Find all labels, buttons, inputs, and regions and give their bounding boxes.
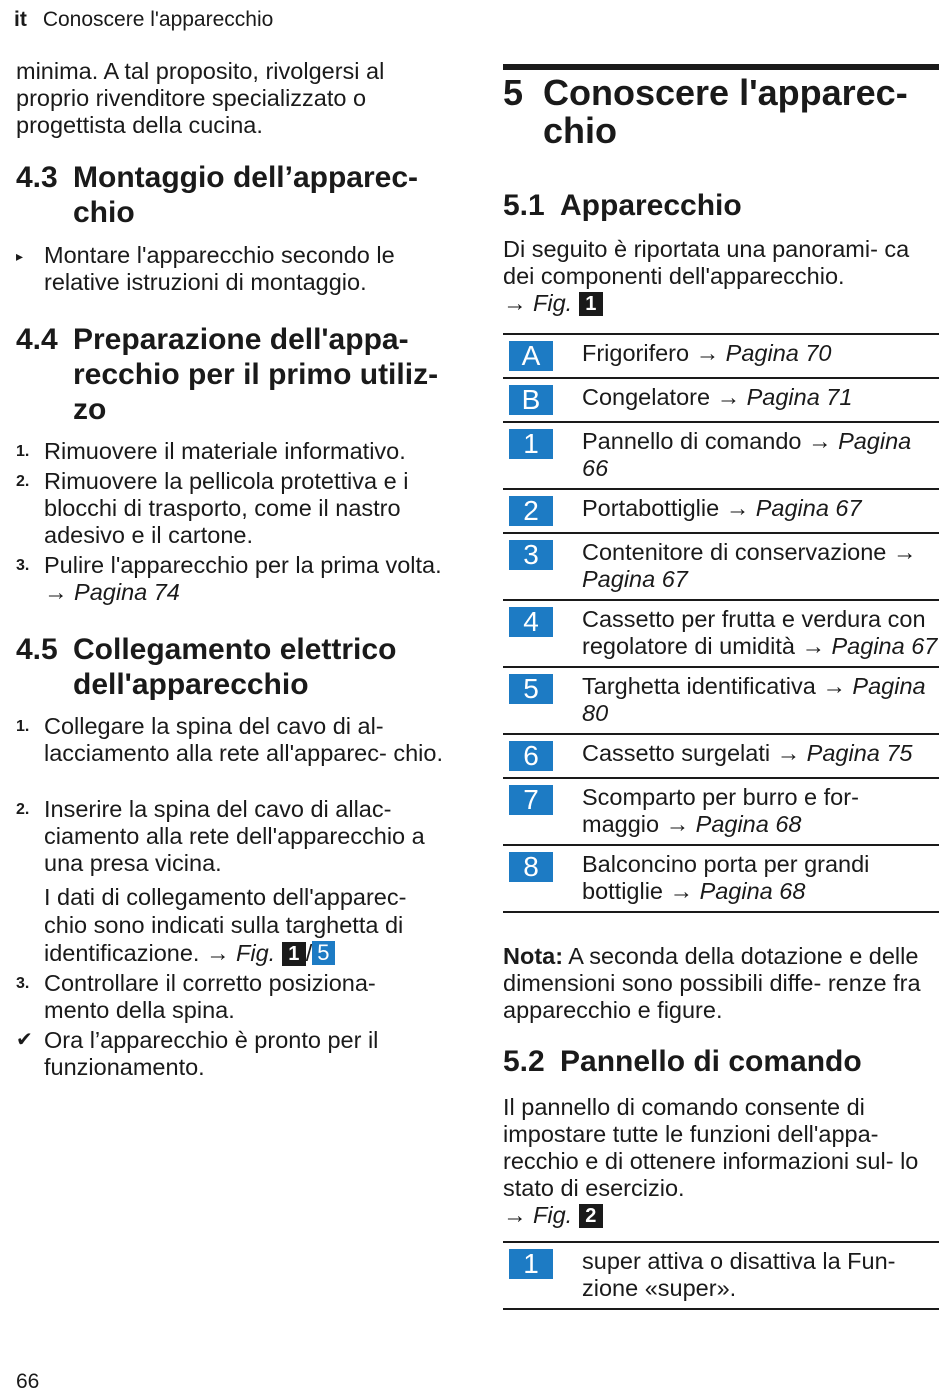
heading-5-1 xyxy=(503,188,939,223)
legend-description xyxy=(582,600,939,667)
legend-description xyxy=(582,378,939,422)
legend-key-badge: B xyxy=(509,385,553,415)
figure-number-badge: 2 xyxy=(579,1204,603,1228)
heading-5-2 xyxy=(503,1044,939,1079)
legend-key-cell xyxy=(503,667,582,734)
heading-4-5 xyxy=(16,632,456,702)
checkmark-icon: ✔ xyxy=(16,1029,33,1051)
legend-description xyxy=(582,667,939,734)
legend-description xyxy=(582,734,939,778)
legend-key-badge: 6 xyxy=(509,741,553,771)
legend-key-badge: 8 xyxy=(509,852,553,882)
arrow-right-icon: → xyxy=(206,940,230,966)
legend-key-cell xyxy=(503,334,582,378)
legend-key-badge: 4 xyxy=(509,607,553,637)
figure-reference: Fig. xyxy=(236,940,276,966)
heading-title-cont: dell'apparecchio xyxy=(73,668,309,701)
legend-row xyxy=(503,334,939,378)
page-reference-link[interactable]: Pagina 70 xyxy=(725,340,832,366)
arrow-right-icon: → xyxy=(669,878,694,904)
legend-key-badge: 7 xyxy=(509,785,553,815)
heading-number: 4.4 xyxy=(16,323,58,356)
heading-title: Montaggio dell’apparec- xyxy=(73,161,419,194)
legend-row xyxy=(503,778,939,845)
heading-4-4 xyxy=(16,322,456,427)
legend-text: Pannello di comando xyxy=(582,428,802,454)
list-item-text: Collegare la spina del cavo di al- lacciamento alla rete all'apparec- chio. xyxy=(44,713,443,766)
heading-number: 4.5 xyxy=(16,633,58,666)
note-label: Nota: xyxy=(503,943,564,969)
info-paragraph xyxy=(16,883,454,967)
arrow-right-icon: → xyxy=(822,673,846,699)
legend-row xyxy=(503,734,939,778)
legend-text: Cassetto per frutta e verdura con regolatore di umidità xyxy=(582,606,926,659)
heading-title-cont: chio xyxy=(73,196,135,229)
result-item xyxy=(16,1027,444,1081)
list-item xyxy=(16,713,444,767)
legend-text: Congelatore xyxy=(582,384,711,410)
legend-row xyxy=(503,845,939,912)
legend-key-cell xyxy=(503,600,582,667)
legend-key-badge: 5 xyxy=(312,941,334,965)
figure-reference: Fig. xyxy=(533,290,573,316)
legend-key-cell xyxy=(503,533,582,600)
chapter-heading-5 xyxy=(503,74,939,150)
step-number: 2. xyxy=(16,473,30,490)
page-reference-link[interactable]: Pagina 80 xyxy=(582,673,926,726)
arrow-right-icon: → xyxy=(695,340,720,366)
result-text: Ora l’apparecchio è pronto per il funzionamento. xyxy=(44,1027,379,1080)
page-reference-link[interactable]: Pagina 66 xyxy=(582,428,912,481)
control-panel-legend-table xyxy=(503,1241,939,1310)
heading-title: Pannello di comando xyxy=(560,1045,862,1078)
legend-description xyxy=(582,845,939,912)
legend-key-cell xyxy=(503,1242,582,1309)
heading-number: 5 xyxy=(503,72,524,113)
list-item-text: Pulire l'apparecchio per la prima volta. xyxy=(44,552,442,578)
heading-number: 4.3 xyxy=(16,161,58,194)
chapter-rule xyxy=(503,64,939,70)
page-reference-link[interactable]: Pagina 67 xyxy=(755,495,862,521)
page-reference-link[interactable]: Pagina 68 xyxy=(699,878,806,904)
legend-row xyxy=(503,378,939,422)
page-reference-link[interactable]: Pagina 75 xyxy=(806,740,913,766)
legend-text: Contenitore di conservazione xyxy=(582,539,887,565)
note-text: A seconda della dotazione e delle dimensioni sono possibili diffe- renze fra apparecchio e figure. xyxy=(503,943,921,1023)
heading-title: Preparazione dell'appa- xyxy=(73,323,409,356)
list-item-text: Controllare il corretto posiziona- mento della spina. xyxy=(44,970,376,1023)
list-item xyxy=(16,970,444,1024)
arrow-right-icon: → xyxy=(44,579,68,605)
bullet-icon: ▸ xyxy=(16,248,24,264)
legend-row xyxy=(503,489,939,533)
heading-title-cont: recchio per il primo utiliz- xyxy=(73,358,439,391)
intro-paragraph xyxy=(503,1094,939,1229)
info-text: I dati di collegamento dell'apparec- chio sono indicati sulla targhetta di identificazione. xyxy=(44,884,407,966)
figure-reference: Fig. xyxy=(533,1202,573,1228)
page-reference-link[interactable]: Pagina 67 xyxy=(582,566,688,592)
list-item-text: Rimuovere la pellicola protettiva e i blocchi di trasporto, come il nastro adesivo e il cartone. xyxy=(44,468,409,548)
step-number: 2. xyxy=(16,801,30,818)
page-reference-link[interactable]: Pagina 67 xyxy=(831,633,938,659)
legend-description xyxy=(582,334,939,378)
legend-description xyxy=(582,1242,939,1309)
step-number: 3. xyxy=(16,975,30,992)
arrow-right-icon: → xyxy=(725,495,750,521)
arrow-right-icon: → xyxy=(892,539,917,565)
page-reference-link[interactable]: Pagina 74 xyxy=(74,579,180,605)
step-number: 1. xyxy=(16,718,30,735)
heading-title-cont: chio xyxy=(543,110,618,151)
legend-key-cell xyxy=(503,422,582,489)
list-item xyxy=(16,552,454,606)
legend-key-cell xyxy=(503,845,582,912)
arrow-right-icon: → xyxy=(665,811,690,837)
heading-4-3 xyxy=(16,160,456,230)
legend-description xyxy=(582,489,939,533)
page-number: 66 xyxy=(16,1370,40,1393)
intro-paragraph: minima. A tal proposito, rivolgersi al proprio rivenditore specializzato o progettista della cucina. xyxy=(16,58,385,138)
legend-key-badge: 1 xyxy=(509,429,553,459)
list-item-text: Inserire la spina del cavo di allac- ciamento alla rete dell'apparecchio a una presa vicina. xyxy=(44,796,425,876)
legend-key-badge: 2 xyxy=(509,496,553,526)
list-item xyxy=(16,468,454,549)
intro-paragraph xyxy=(503,236,933,317)
legend-key-cell xyxy=(503,734,582,778)
legend-row xyxy=(503,667,939,734)
legend-text: Cassetto surgelati xyxy=(582,740,771,766)
legend-text: Portabottiglie xyxy=(582,495,720,521)
legend-description xyxy=(582,422,939,489)
list-item-text: Rimuovere il materiale informativo. xyxy=(44,438,406,464)
legend-key-badge: 3 xyxy=(509,540,553,570)
list-item-text: Montare l'apparecchio secondo le relative istruzioni di montaggio. xyxy=(44,242,395,295)
legend-key-badge: A xyxy=(509,341,553,371)
legend-key-badge: 1 xyxy=(509,1249,553,1279)
heading-number: 5.1 xyxy=(503,189,545,222)
legend-key-cell xyxy=(503,489,582,533)
heading-number: 5.2 xyxy=(503,1045,545,1078)
intro-text: Il pannello di comando consente di impostare tutte le funzioni dell'appa- recchio e di ottenere informazioni sul- lo stato di esercizio. xyxy=(503,1094,919,1201)
separator: / xyxy=(305,940,313,966)
header-title: Conoscere l'apparecchio xyxy=(42,8,274,31)
heading-title-cont: zo xyxy=(73,393,107,426)
legend-key-cell xyxy=(503,378,582,422)
legend-row xyxy=(503,533,939,600)
step-number: 3. xyxy=(16,557,30,574)
legend-key-cell xyxy=(503,778,582,845)
heading-title: Conoscere l'apparec- xyxy=(543,72,908,113)
language-code: it xyxy=(14,8,27,31)
legend-description xyxy=(582,778,939,845)
heading-title: Apparecchio xyxy=(560,189,742,222)
arrow-right-icon: → xyxy=(801,633,825,659)
legend-row xyxy=(503,1242,939,1309)
intro-text: Di seguito è riportata una panorami- ca dei componenti dell'apparecchio. xyxy=(503,236,910,289)
page-reference-link[interactable]: Pagina 68 xyxy=(695,811,802,837)
list-item xyxy=(16,242,454,296)
legend-key-badge: 5 xyxy=(509,674,553,704)
arrow-right-icon: → xyxy=(503,1202,527,1228)
legend-text: Balconcino porta per grandi bottiglie xyxy=(582,851,870,904)
list-item xyxy=(16,796,454,877)
page-reference-link[interactable]: Pagina 71 xyxy=(746,384,853,410)
running-header xyxy=(14,8,273,32)
legend-row xyxy=(503,422,939,489)
legend-text: Targhetta identificativa xyxy=(582,673,816,699)
arrow-right-icon: → xyxy=(716,384,741,410)
arrow-right-icon: → xyxy=(808,428,832,454)
legend-text: Scomparto per burro e for- maggio xyxy=(582,784,859,837)
step-number: 1. xyxy=(16,443,30,460)
arrow-right-icon: → xyxy=(776,740,801,766)
heading-title: Collegamento elettrico xyxy=(73,633,397,666)
note-paragraph xyxy=(503,943,933,1024)
legend-description xyxy=(582,533,939,600)
legend-text: super attiva o disattiva la Fun- zione «super». xyxy=(582,1248,896,1301)
figure-number-badge: 1 xyxy=(579,292,603,316)
component-legend-table xyxy=(503,333,939,913)
legend-text: Frigorifero xyxy=(582,340,690,366)
legend-row xyxy=(503,600,939,667)
figure-number-badge: 1 xyxy=(282,942,306,966)
list-item xyxy=(16,438,454,465)
arrow-right-icon: → xyxy=(503,290,527,316)
